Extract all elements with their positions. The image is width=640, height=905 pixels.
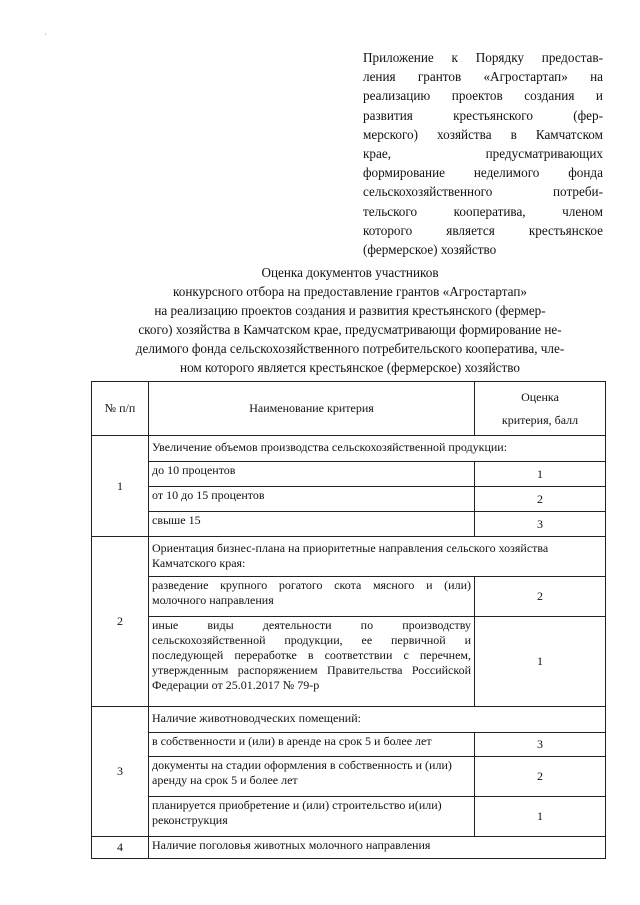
group-number: 4: [92, 837, 149, 859]
appendix-line: Приложение к Порядку предостав-: [363, 50, 603, 65]
heading-line: ского) хозяйства в Камчатском крае, предусматривающи формирование не-: [138, 322, 562, 337]
table-row: [92, 837, 606, 859]
appendix-line: которого является крестьянское: [363, 222, 603, 238]
appendix-line: тельского кооператива, членом: [363, 203, 603, 219]
group-number: 3: [92, 707, 149, 837]
header-score-line1: Оценка: [521, 389, 559, 404]
appendix-line: крае, предусматривающих: [363, 146, 603, 162]
criteria-table: [91, 381, 606, 859]
group-title: Наличие животноводческих помещений:: [149, 707, 606, 733]
criterion-text: документы на стадии оформления в собственность и (или) аренду на срок 5 и более лет: [149, 757, 475, 797]
criterion-text: от 10 до 15 процентов: [149, 487, 475, 512]
page-mark: ·: [44, 30, 47, 39]
appendix-line: реализацию проектов создания и: [363, 88, 603, 104]
document-heading: [100, 263, 600, 377]
criterion-text: в собственности и (или) в аренде на срок 5 и более лет: [149, 733, 475, 757]
table-row: [92, 436, 606, 462]
heading-line: на реализацию проектов создания и развития крестьянского (фермер-: [154, 303, 546, 318]
criterion-text: до 10 процентов: [149, 462, 475, 487]
criterion-text: свыше 15: [149, 512, 475, 537]
heading-line: конкурсного отбора на предоставление грантов «Агростартап»: [172, 284, 528, 299]
criterion-text: планируется приобретение и (или) строительство и(или) реконструкция: [149, 797, 475, 837]
heading-line: делимого фонда сельскохозяйственного потребительского кооператива, чле-: [135, 341, 565, 356]
table-row: [92, 512, 606, 537]
group-number: 2: [92, 537, 149, 707]
criterion-score: 1: [475, 797, 606, 837]
table-row: [92, 617, 606, 707]
group-number: 1: [92, 436, 149, 537]
criterion-score: 3: [475, 733, 606, 757]
table-row: [92, 462, 606, 487]
table-row: [92, 577, 606, 617]
table-row: [92, 733, 606, 757]
header-criterion: Наименование критерия: [149, 382, 475, 436]
appendix-line: ления грантов «Агростартап» на: [363, 69, 603, 85]
criterion-score: 2: [475, 487, 606, 512]
header-score-line2: критерия, балл: [501, 412, 579, 427]
appendix-line: (фермерское) хозяйство: [363, 242, 497, 258]
criterion-score: 2: [475, 577, 606, 617]
table-row: [92, 487, 606, 512]
criterion-score: 3: [475, 512, 606, 537]
criterion-score: 1: [475, 462, 606, 487]
criterion-text: иные виды деятельности по производству сельскохозяйственной продукции, ее первичной и последующей переработке в соответствии с перечнем, утвержденным распоряжением Правительства Российской Федерации от 25.01.2017 № 79-р: [149, 617, 475, 707]
appendix-note: [363, 48, 603, 259]
group-title: Ориентация бизнес-плана на приоритетные направления сельского хозяйства Камчатского края:: [149, 537, 606, 577]
table-row: [92, 707, 606, 733]
table-row: [92, 537, 606, 577]
heading-line: Оценка документов участников: [261, 265, 439, 280]
table-header-row: [92, 382, 606, 436]
appendix-line: формирование неделимого фонда: [363, 165, 603, 181]
header-number: № п/п: [92, 382, 149, 436]
group-title: Увеличение объемов производства сельскохозяйственной продукции:: [149, 436, 606, 462]
group-title: Наличие поголовья животных молочного направления: [149, 837, 606, 859]
appendix-line: мерского) хозяйства в Камчатском: [363, 126, 603, 142]
criterion-text: разведение крупного рогатого скота мясного и (или) молочного направления: [149, 577, 475, 617]
appendix-line: сельскохозяйственного потреби-: [363, 184, 603, 200]
header-score: [475, 382, 606, 436]
table-row: [92, 797, 606, 837]
heading-line: ном которого является крестьянское (фермерское) хозяйство: [180, 360, 520, 375]
criterion-score: 1: [475, 617, 606, 707]
appendix-line: развития крестьянского (фер-: [363, 107, 603, 123]
table-row: [92, 757, 606, 797]
criterion-score: 2: [475, 757, 606, 797]
